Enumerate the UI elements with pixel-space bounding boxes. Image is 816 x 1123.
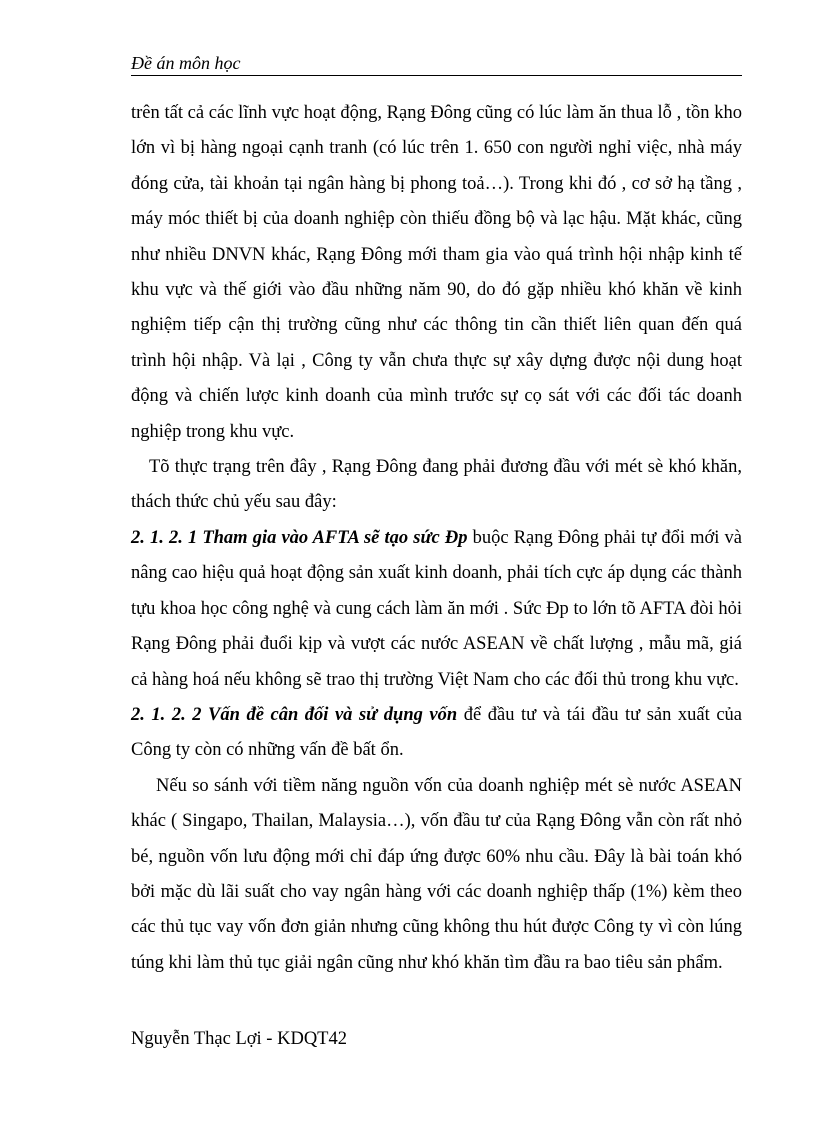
section-heading: 2. 1. 2. 2 Vấn đề cân đối và sử dụng vốn: [131, 704, 458, 725]
section-text: để đầu tư và tái đầu tư sản xuất của Công ty còn có những vấn đề bất ổn.: [131, 704, 742, 761]
document-body: [131, 96, 742, 981]
paragraph: Nếu so sánh với tiềm năng nguồn vốn của doanh nghiệp mét sè nước ASEAN khác ( Singapo, Thailan, Malaysia…), vốn đầu tư của Rạng Đông vẫn còn rất nhỏ bé, nguồn vốn lưu động mới chỉ đáp ứng được 60% nhu cầu. Đây là bài toán khó bởi mặc dù lãi suất cho vay ngân hàng với các doanh nghiệp thấp (1%) kèm theo các thủ tục vay vốn đơn giản nhưng cũng không thu hút được Công ty vì còn lúng túng khi làm thủ tục giải ngân cũng như khó khăn tìm đầu ra bao tiêu sản phẩm.: [131, 775, 742, 973]
section-heading: 2. 1. 2. 1 Tham gia vào AFTA sẽ tạo sức Đp: [131, 527, 468, 548]
paragraph: trên tất cả các lĩnh vực hoạt động, Rạng Đông cũng có lúc làm ăn thua lỗ , tồn kho lớn vì bị hàng ngoại cạnh tranh (có lúc trên 1. 650 con người nghỉ việc, nhà máy đóng cửa, tài khoản tại ngân hàng bị phong toả…). Trong khi đó , cơ sở hạ tầng , máy móc thiết bị của doanh nghiệp còn thiếu đồng bộ và lạc hậu. Mặt khác, cũng như nhiều DNVN khác, Rạng Đông mới tham gia vào quá trình hội nhập kinh tế khu vực và thế giới vào đầu những năm 90, do đó gặp nhiều khó khăn về kinh nghiệm tiếp cận thị trường cũng như các thông tin cần thiết liên quan đến quá trình hội nhập. Và lại , Công ty vẫn chưa thực sự xây dựng được nội dung hoạt động và chiến lược kinh doanh của mình trước sự cọ sát với các đối tác doanh nghiệp trong khu vực.: [131, 103, 742, 442]
section-text: buộc Rạng Đông phải tự đổi mới và nâng cao hiệu quả hoạt động sản xuất kinh doanh, phải tích cực áp dụng các thành tựu khoa học công nghệ và cung cách làm ăn mới . Sức Đp to lớn tõ AFTA đòi hỏi Rạng Đông phải đuổi kịp và vượt các nước ASEAN về chất lượng , mẫu mã, giá cả hàng hoá nếu không sẽ trao thị trường Việt Nam cho các đối thủ trong khu vực.: [131, 527, 742, 690]
section-paragraph: [131, 698, 742, 769]
page-footer-author: Nguyễn Thạc Lợi - KDQT42: [131, 1029, 347, 1049]
header-rule: [131, 75, 742, 76]
page-header-title: Đề án môn học: [131, 53, 241, 73]
paragraph: Tõ thực trạng trên đây , Rạng Đông đang phải đương đầu với mét sè khó khăn, thách thức chủ yếu sau đây:: [131, 457, 742, 513]
section-paragraph: [131, 521, 742, 698]
